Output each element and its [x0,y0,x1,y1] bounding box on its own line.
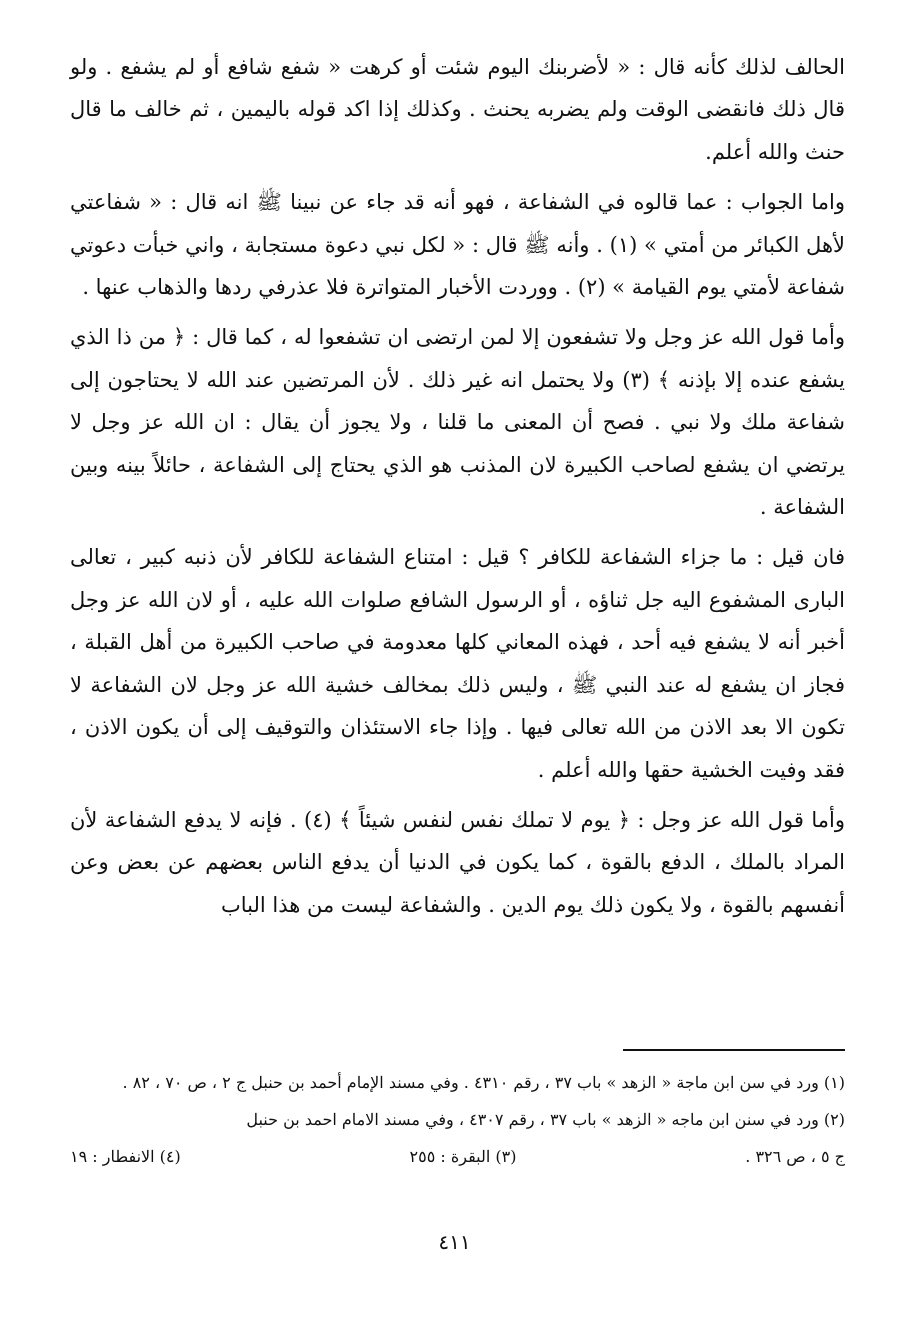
paragraph-5: وأما قول الله عز وجل : ﴿ يوم لا تملك نفس لنفس شيئاً ﴾ (٤) . فإنه لا يدفع الشفاعة لأن المراد بالملك ، الدفع بالقوة ، كما يكون في الدنيا أن يدفع الناس بعضهم عن بعض وعن أنفسهم بالقوة ، ولا يكون ذلك يوم الدين . والشفاعة ليست من هذا الباب [70,807,845,917]
paragraph-4: فان قيل : ما جزاء الشفاعة للكافر ؟ قيل : امتناع الشفاعة للكافر لأن ذنبه كبير ، تعالى البارى المشفوع اليه جل ثناؤه ، أو الرسول الشافع صلوات الله عليه ، أو لان الله عز وجل أخبر أنه لا يشفع فيه أحد ، فهذه المعاني كلها معدومة في صاحب الكبيرة من أهل القبلة ، فجاز ان يشفع له عند النبي ﷺ ، وليس ذلك بمخالف خشية الله عز وجل لان الشفاعة لا تكون الا بعد الاذن من الله تعالى فيها . وإذا جاء الاستئذان والتوقيف إلى أن يكون الاذن ، فقد وفيت الخشية حقها والله أعلم . [70,545,845,782]
footnote-separator [623,1049,845,1051]
footnotes [70,1066,845,1173]
paragraph-2: واما الجواب : عما قالوه في الشفاعة ، فهو أنه قد جاء عن نبينا ﷺ انه قال : « شفاعتي لأهل الكبائر من أمتي » (١) . وأنه ﷺ قال : « لكل نبي دعوة مستجابة ، واني خبأت دعوتي شفاعة لأمتي يوم القيامة » (٢) . ووردت الأخبار المتواترة فلا عذرفي ردها والذهاب عنها . [70,190,845,300]
footnote-2-tail: ج ٥ ، ص ٣٢٦ . [745,1147,845,1166]
footnote-1: (١) ورد في سن ابن ماجة « الزهد » باب ٣٧ ، رقم ٤٣١٠ . وفي مسند الإمام أحمد بن حنبل ج ٢ ، ص ٧٠ ، ٨٢ . [122,1073,845,1092]
page-number: ٤١١ [438,1230,471,1254]
footnote-2: (٢) ورد في سنن ابن ماجه « الزهد » باب ٣٧ ، رقم ٤٣٠٧ ، وفي مسند الامام احمد بن حنبل [246,1110,845,1129]
footnote-tail-line [70,1140,845,1173]
paragraph-1: الحالف لذلك كأنه قال : « لأضربنك اليوم شئت أو كرهت « شفع شافع أو لم يشفع . ولو قال ذلك فانقضى الوقت ولم يضربه يحنث . وكذلك إذا اكد قوله باليمين ، ثم خالف ما قال حنث والله أعلم. [70,55,845,164]
main-text [70,46,845,934]
footnote-4: (٤) الانفطار : ١٩ [70,1147,181,1166]
paragraph-3: وأما قول الله عز وجل ولا تشفعون إلا لمن ارتضى ان تشفعوا له ، كما قال : ﴿ من ذا الذي يشفع عنده إلا بإذنه ﴾ (٣) ولا يحتمل انه غير ذلك . لأن المرتضين عند الله لا يحتاجون إلى شفاعة ملك ولا نبي . فصح أن المعنى ما قلنا ، ولا يجوز أن يقال : ان الله عز وجل لا يرتضي ان يشفع لصاحب الكبيرة لان المذنب هو الذي يحتاج إلى الشفاعة ، حائلاً بينه وبين الشفاعة . [70,325,846,520]
footnote-3: (٣) البقرة : ٢٥٥ [409,1147,517,1166]
